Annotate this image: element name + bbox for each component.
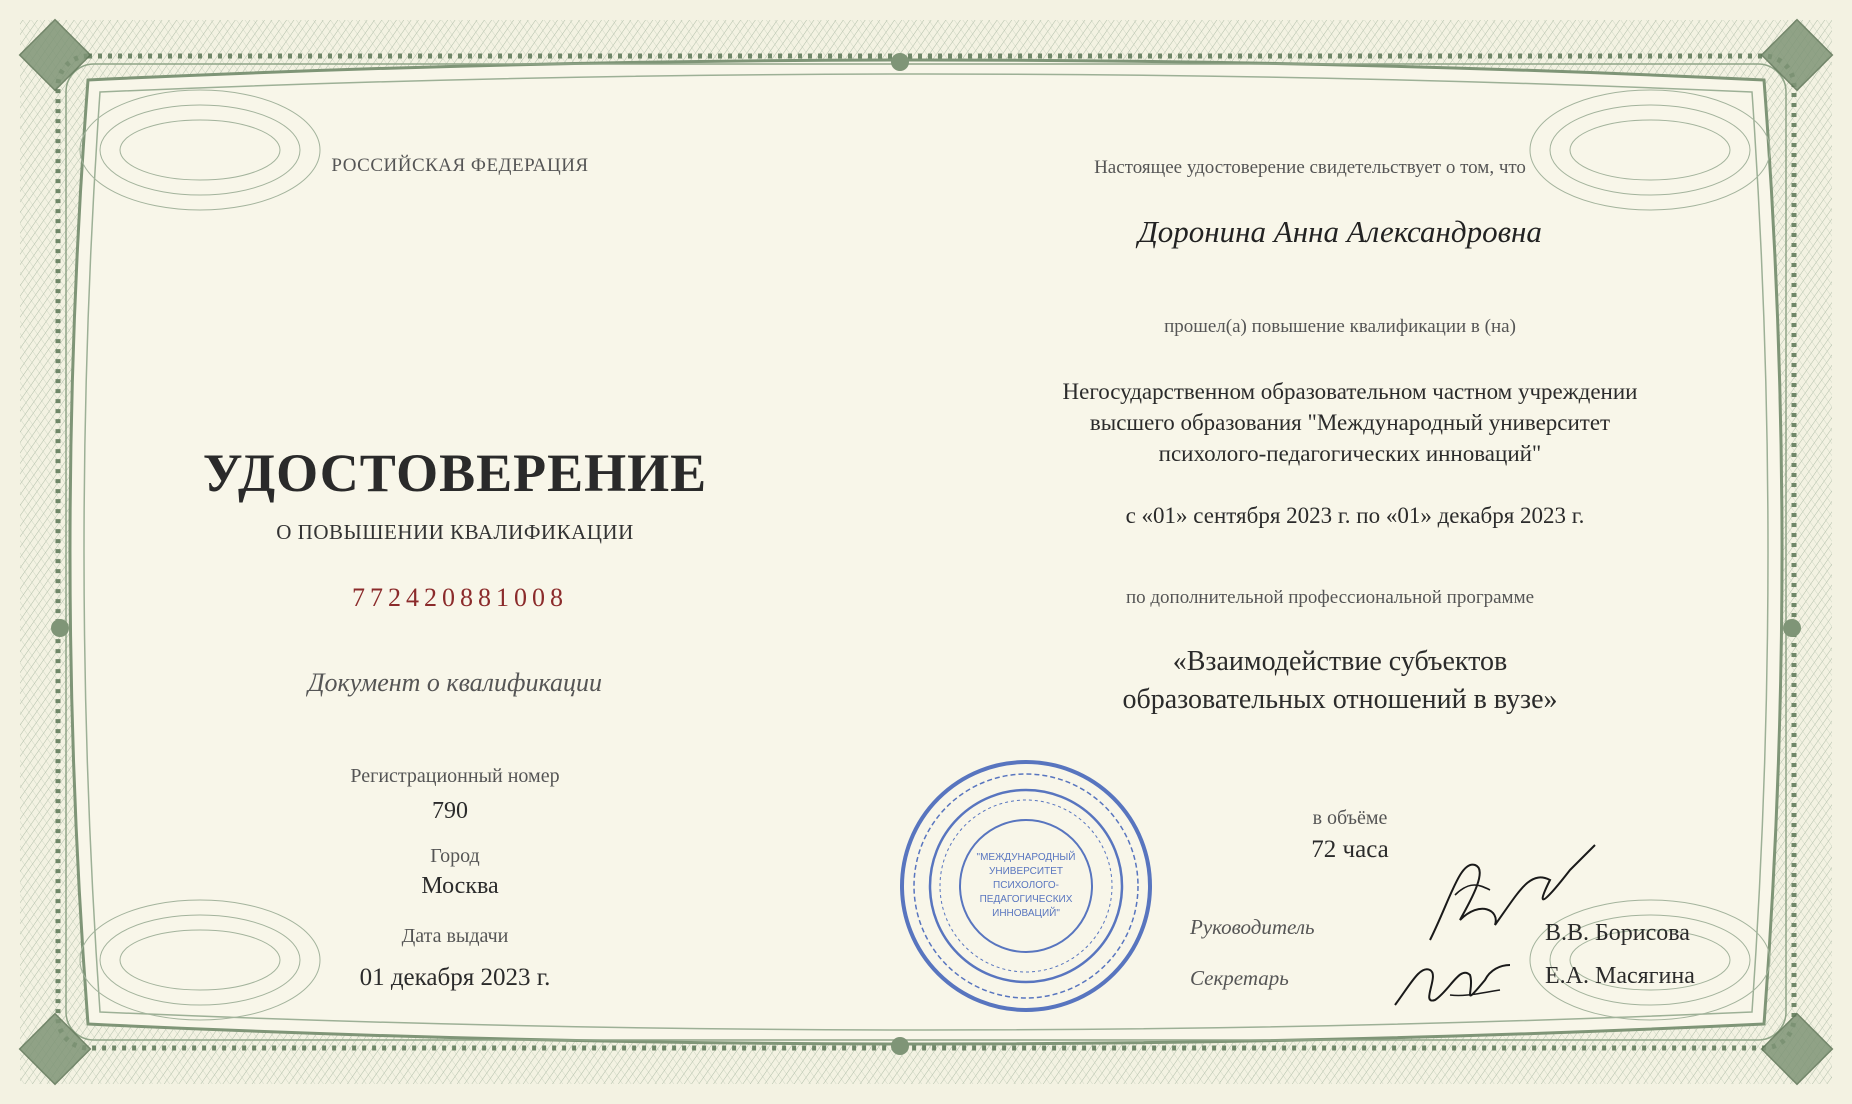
signer-name-head: В.В. Борисова <box>1545 920 1690 946</box>
signer-role-secretary: Секретарь <box>1190 966 1289 990</box>
seal-line-1: "МЕЖДУНАРОДНЫЙ <box>976 852 1076 863</box>
institution-line-2: высшего образования "Международный университет <box>1089 410 1611 435</box>
intro-text: Настоящее удостоверение свидетельствует о том, что <box>1094 157 1526 178</box>
registration-label: Регистрационный номер <box>350 765 560 787</box>
serial-number: 772420881008 <box>352 583 568 612</box>
city-label: Город <box>430 845 480 867</box>
official-seal <box>896 756 1156 1016</box>
seal-line-5: ИННОВАЦИЙ" <box>992 908 1060 919</box>
signature-head <box>1420 840 1600 950</box>
issue-date-value: 01 декабря 2023 г. <box>359 964 551 991</box>
holder-name: Доронина Анна Александровна <box>1138 214 1542 249</box>
signature-secretary <box>1390 935 1520 1015</box>
passed-text: прошел(а) повышение квалификации в (на) <box>1164 316 1516 337</box>
institution-line-1: Негосударственном образовательном частном учреждении <box>1062 379 1638 404</box>
study-period: с «01» сентября 2023 г. по «01» декабря 2023 г. <box>1125 503 1585 528</box>
signer-name-secretary: Е.А. Масягина <box>1545 963 1695 989</box>
document-title: УДОСТОВЕРЕНИЕ <box>202 443 708 503</box>
program-label: по дополнительной профессиональной программе <box>1125 587 1535 608</box>
seal-line-3: ПСИХОЛОГО- <box>993 880 1059 891</box>
registration-number: 790 <box>432 798 468 824</box>
volume-value: 72 часа <box>1311 836 1389 863</box>
seal-line-4: ПЕДАГОГИЧЕСКИХ <box>979 894 1073 905</box>
program-line-1: «Взаимодействие субъектов <box>1172 646 1508 677</box>
institution-line-3: психолого-педагогических инноваций" <box>1158 441 1542 466</box>
volume-label: в объёме <box>1312 807 1388 829</box>
issue-date-label: Дата выдачи <box>401 925 509 947</box>
document-subtitle: О ПОВЫШЕНИИ КВАЛИФИКАЦИИ <box>276 520 634 544</box>
country-label: РОССИЙСКАЯ ФЕДЕРАЦИЯ <box>331 155 589 176</box>
program-line-2: образовательных отношений в вузе» <box>1122 684 1558 715</box>
seal-line-2: УНИВЕРСИТЕТ <box>989 866 1063 877</box>
document-type: Документ о квалификации <box>308 668 602 697</box>
city-value: Москва <box>421 873 499 899</box>
signer-role-head: Руководитель <box>1190 915 1315 939</box>
